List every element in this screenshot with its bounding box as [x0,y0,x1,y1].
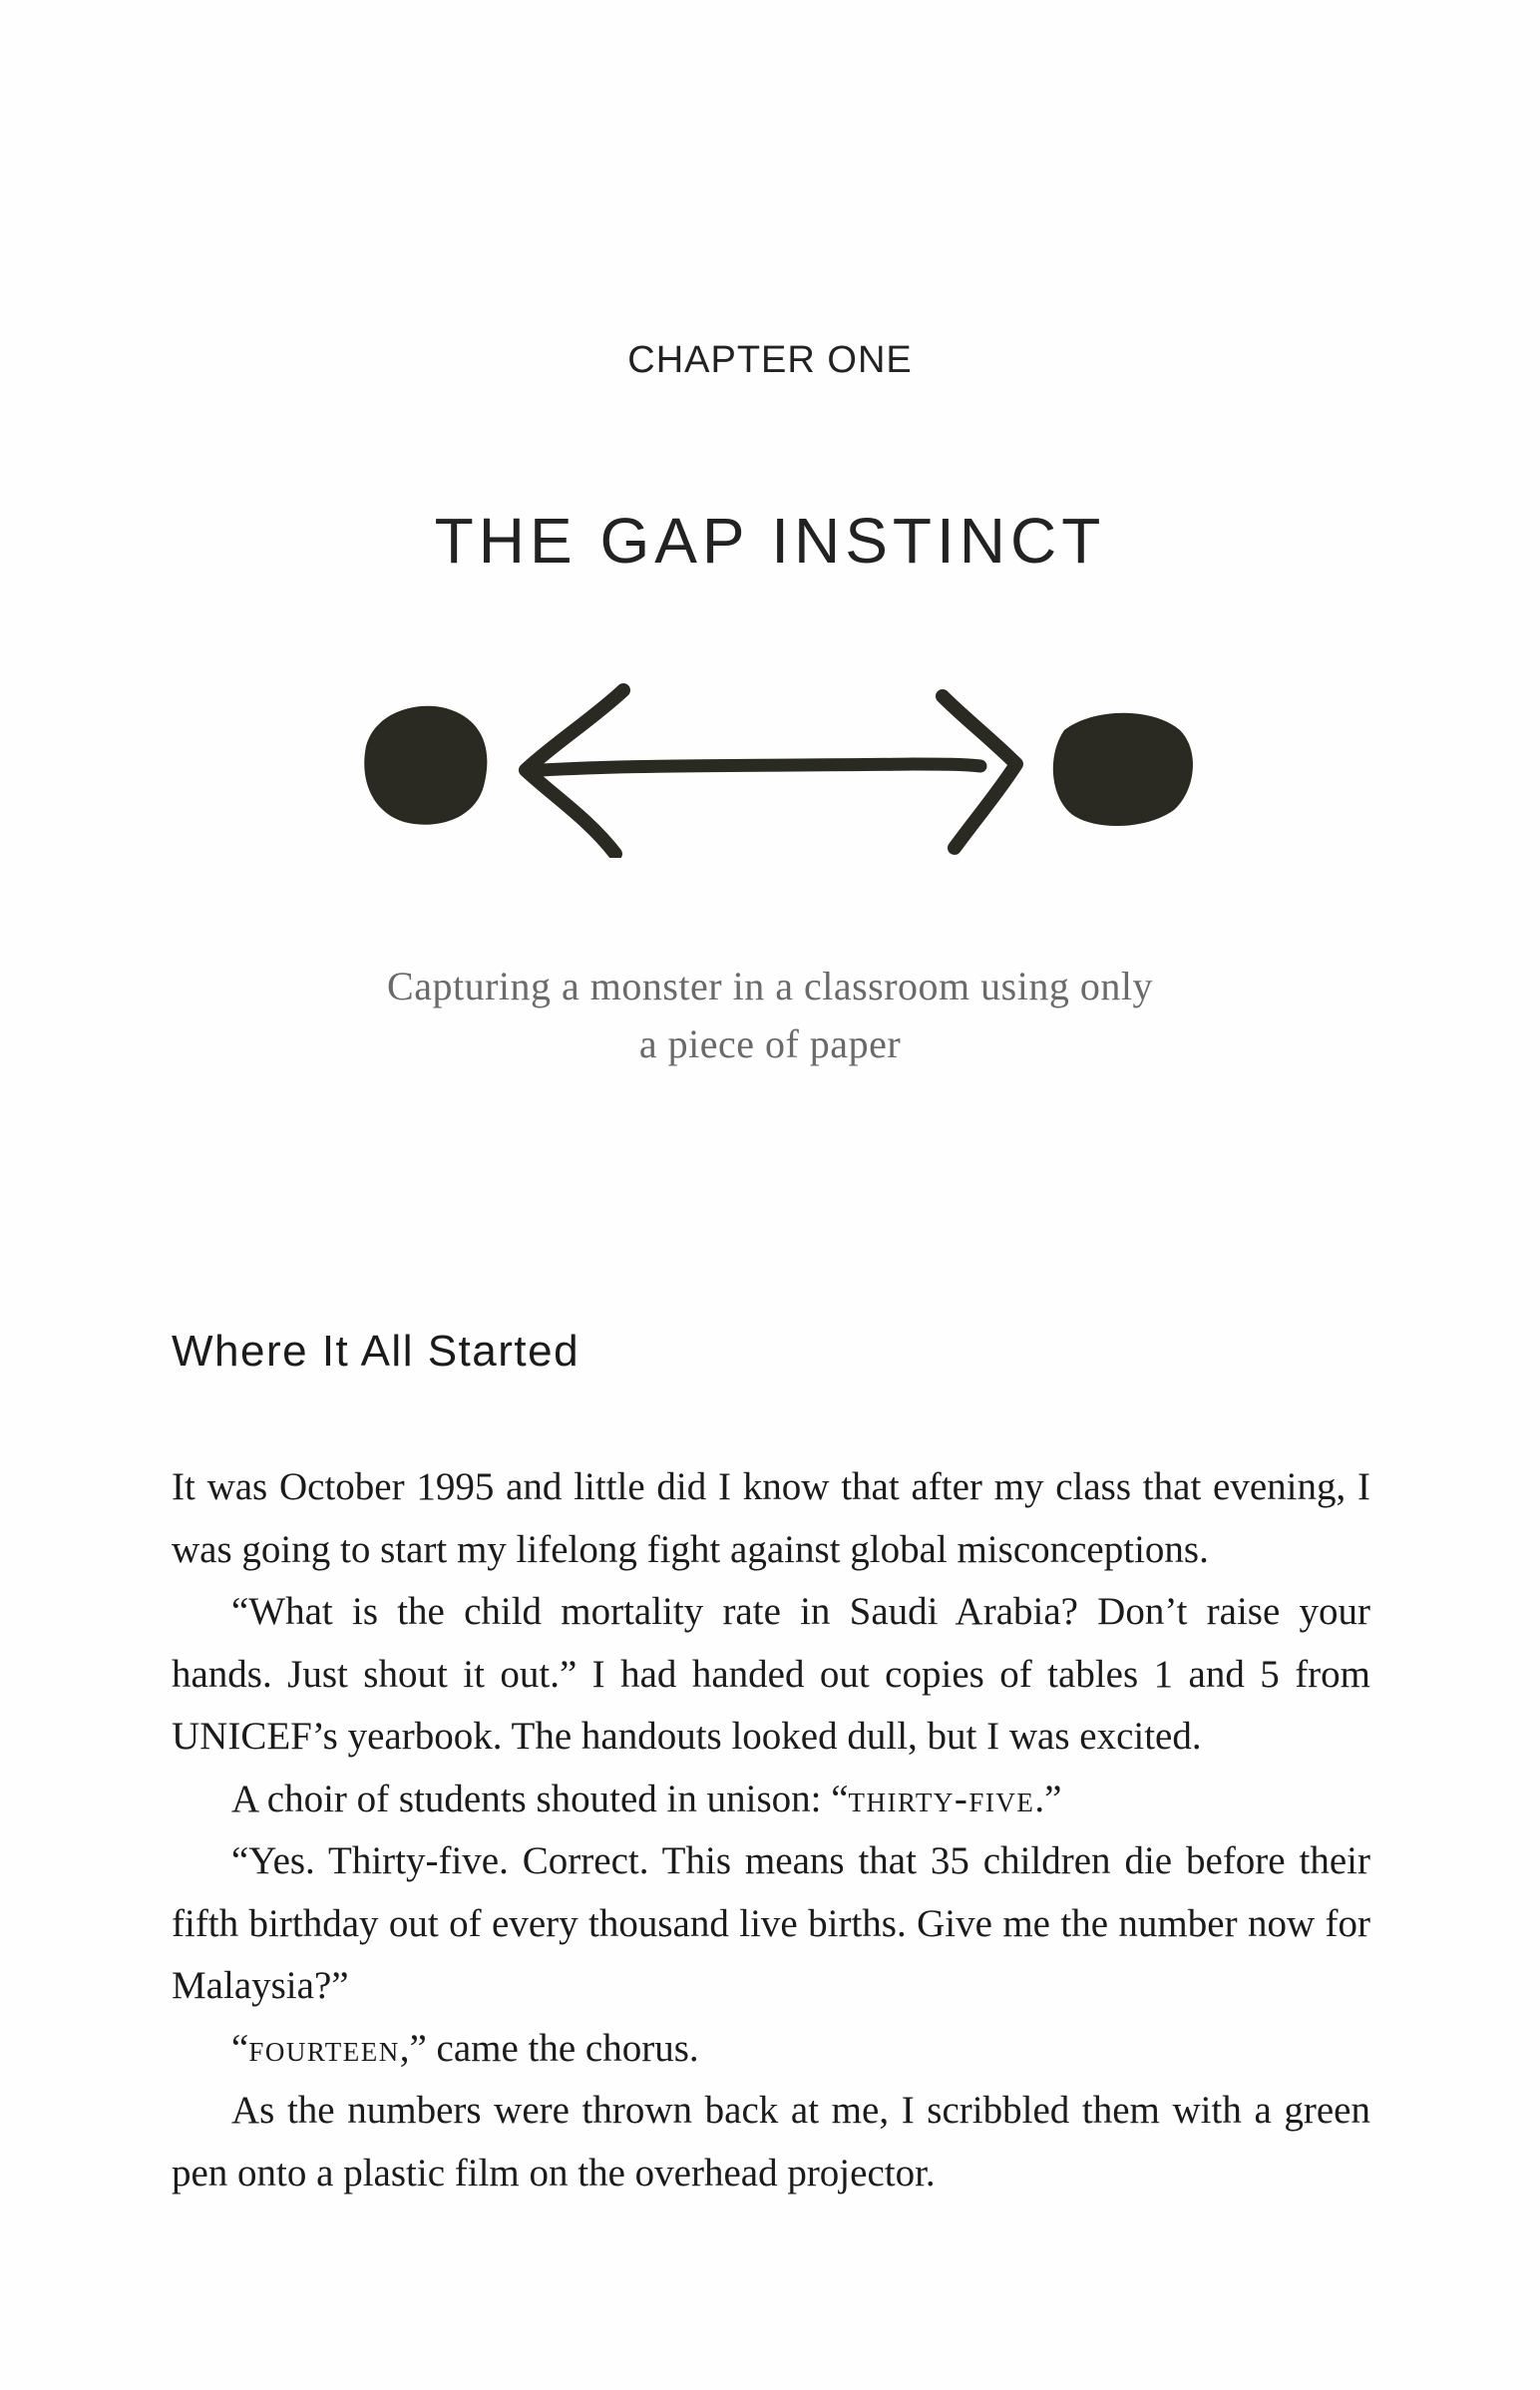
paragraph-2: “What is the child mortality rate in Saudi Arabia? Don’t raise your hands. Just shout it out.” I had handed out copies of tables 1 and 5 from UNICEF’s yearbook. The handouts looked dull, but I was excited. [172,1590,1370,1758]
right-dot-shape [1053,713,1193,826]
left-dot-shape [364,706,487,825]
paragraph-5-open-quote: “ [231,2026,249,2070]
body-text [172,1456,1370,2204]
paragraph-5-small-caps: fourteen [248,2026,400,2070]
paragraph-3-end: .” [1034,1777,1062,1820]
chapter-title: THE GAP INSTINCT [434,505,1106,577]
paragraph-6: As the numbers were thrown back at me, I scribbled them with a green pen onto a plastic film on the overhead projector. [172,2089,1370,2194]
two-dots-double-arrow-icon [354,678,1202,858]
paragraph-3-text: A choir of students shouted in unison: “ [231,1777,849,1820]
paragraph-5 [172,2018,1370,2081]
chapter-label: CHAPTER ONE [627,339,913,381]
subtitle-line-2: a piece of paper [638,1021,902,1066]
paragraph-5-text: ,” came the chorus. [399,2026,699,2070]
paragraph-3-small-caps: thirty-five [848,1777,1035,1820]
paragraph-1: It was October 1995 and little did I know that after my class that evening, I was going to start my lifelong fight against global misconceptions. [172,1465,1370,1571]
subtitle-line-1: Capturing a monster in a classroom using only [387,964,1153,1008]
chapter-subtitle [0,958,1540,1073]
paragraph-4: “Yes. Thirty-five. Correct. This means that 35 children die before their fifth birthday out of every thousand live births. Give me the number now for Malaysia?” [172,1839,1370,2007]
section-heading: Where It All Started [172,1327,580,1376]
arrow-shaft-shape [542,764,980,770]
paragraph-3 [172,1769,1370,1831]
